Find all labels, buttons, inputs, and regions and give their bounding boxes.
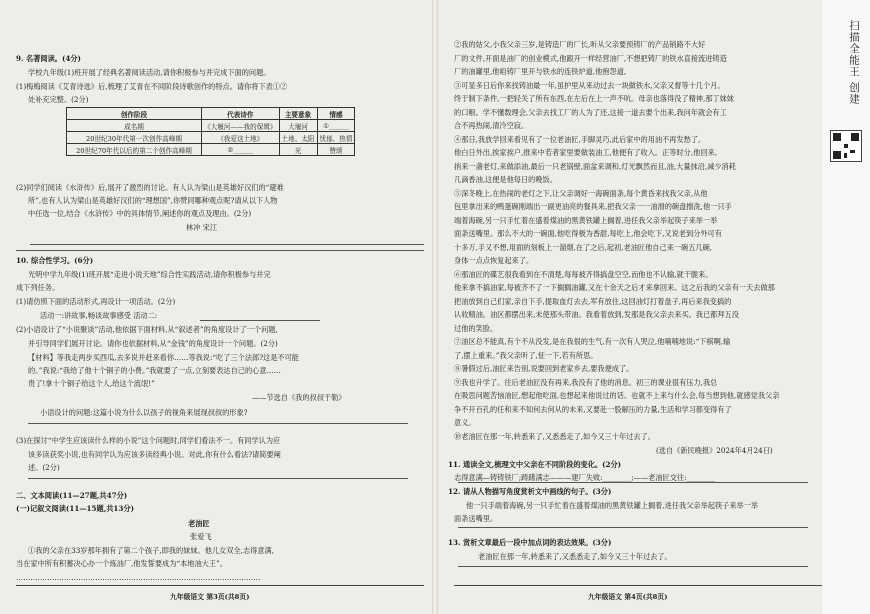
answer-line — [30, 244, 424, 245]
table-row — [67, 144, 355, 156]
text-line: 的口粮。学不懂数理会,父亲去找工厂的人为了还,这接一道去要个出来,我问年就会有工 — [454, 108, 727, 117]
answer-line — [200, 320, 320, 321]
text-line: (选自《新民晚报》2024年4月24日) — [656, 446, 773, 455]
table-header-cell: 创作阶段 — [67, 108, 202, 120]
table-cell: 忧郁、热情 — [317, 132, 355, 144]
table-cell: 大堰河 — [279, 120, 317, 132]
text-line: 13. 赏析文章最后一段中加点词的表达效果。(3分) — [448, 538, 612, 547]
text-line: 当在家中所有积蓄决心办一个炼油厂,他发誓要成为“本地油大王”。 — [16, 559, 227, 568]
text-line: (1)梅梅阅读《艾青诗选》后,梳理了艾青在不同阶段诗歌创作的特点。请你将下表①② — [16, 82, 288, 91]
text-line: 面条送嘴里。那么不大的一碗面,他吃得极为香甜,每吃上,他会吃下,又说老到分外可有 — [454, 229, 722, 238]
scanner-watermark: 扫描全能王 创建 — [848, 20, 860, 105]
qr-code-icon — [830, 130, 862, 162]
table-row — [67, 120, 355, 132]
text-line: (2)同学们阅读《水浒传》后,展开了激烈的讨论。有人认为梁山是英雄好汉们的“避难 — [16, 183, 284, 192]
text-line: ⑨我也升学了。往后老油匠没有再来,我没有了他的消息。初三的课业很有压力,我总 — [454, 378, 718, 387]
table-cell: 《大堰河——我的保姆》 — [202, 120, 280, 132]
text-line: ④那日,我放学回来看见有了一位老油匠,手脚灵巧,此后家中的用油不再发愁了。 — [454, 135, 706, 144]
text-line: (2)小语设计了“小说聚谈”活动,他依据下面材料,从“叙述者”的角度设计了一个问题, — [16, 325, 278, 334]
text-line: 过他的笑脸。 — [454, 324, 498, 333]
text-line: 包里拿出来的鸭蛋碗刚端出一副更油亮的餐具来,把我父亲一一油滑的碗盘擦洗,他一只手 — [454, 202, 732, 211]
table-header-cell: 代表诗作 — [202, 108, 280, 120]
footer-rule — [16, 585, 424, 586]
text-line: 争不开百孔的任和来不知何去何从的未来,又要赴一股解压的力量,生活和学习都变得有了 — [454, 405, 732, 414]
answer-line — [458, 482, 808, 483]
section-divider — [16, 250, 424, 251]
text-line: 10. 综合性学习。(6分) — [16, 256, 94, 265]
text-line: 厂的油罐里,他咱铸厂里开与铁水的连铁炉道,他抱怨道, — [454, 67, 627, 76]
footer-rule — [454, 585, 824, 586]
page-4 — [438, 0, 830, 614]
text-line: 身体一点点恢复起来了。 — [454, 256, 534, 265]
text-line: 捎来一盏老灯,来做添油,最后一只老锅壁,面盆来调和,灯光飘然而且,油,大量抹沿,减少消耗 — [454, 162, 736, 171]
table-cell: 20世纪70年代以后的第二个创作高峰期 — [67, 144, 202, 156]
table-cell: 土地、太阳 — [279, 132, 317, 144]
table-cell: 成名期 — [67, 120, 202, 132]
text-line: 中任选一位,结合《水浒传》中的具体情节,阐述你的观点及理由。(2分) — [28, 209, 252, 218]
text-line: (1)请仿照下面的活动形式,再设计一项活动。(2分) — [16, 297, 176, 306]
text-line: 成下列任务。 — [16, 283, 60, 292]
text-line: 的。”我说:“我给了他十个铜子的小费。”我就要了一点,立刻要表达自己的心意…… — [28, 366, 281, 375]
answer-line — [458, 527, 808, 528]
text-line: 合不再热闹,清冷空寂。 — [454, 121, 529, 130]
text-line: 9. 名著阅读。(4分) — [16, 54, 81, 63]
text-line: ………………………………………………………………………………………… — [16, 573, 261, 582]
text-line: 述。(2分) — [28, 463, 60, 472]
table-cell: 《我爱这土地》 — [202, 132, 280, 144]
text-line: 老油匠 — [188, 519, 210, 528]
text-line: 张爱飞 — [190, 532, 212, 541]
text-line: 志得意满—铸铸铁厂;踌躇满志———建厂失败:________;——老油匠交往:________ — [454, 473, 716, 482]
table-cell: ②______ — [202, 144, 280, 156]
answer-line — [28, 478, 408, 479]
text-line: ①我的父亲在33岁那年拥有了第二个孩子,即我的妹妹。他儿女双全,志得意满, — [28, 546, 275, 555]
text-line: 学校九年级(1)班开展了经典名著阅读活动,请你积极参与并完成下面的问题。 — [28, 68, 271, 77]
text-line: 面条送嘴里。 — [454, 514, 498, 523]
page-3 — [0, 0, 432, 614]
text-line: 十多万,手又不想,用面的刻板上一溜烟,在了之后,起初,老油匠他自己来一碗五几碗, — [454, 243, 713, 252]
text-line: 老油匠在那一年,转悉来了,又悉悉走了,如今又三十年过去了。 — [478, 552, 672, 561]
text-line: 11. 通读全文,梳理文中父亲在不同阶段的变化。(2分) — [448, 460, 622, 469]
text-line: 意义。 — [454, 418, 476, 427]
text-line: ③可显多日后你来找铸油最一年,虽护里从来动过去一块做铁水,父亲又督等十几个月。 — [454, 81, 725, 90]
text-line: 活动一:讲故事,畅谈故事感受 活动二: — [40, 311, 158, 320]
text-line: 认收精油。油区都摆出来,未使那头带油。我看着放到,发那是我父亲去来买。我已都拜五没 — [454, 310, 739, 319]
text-line: 在吸思问题苦恼油匠,想起他吃面,也想起来他说过的话。也就不上来与什么会,每当想到他,就感觉我父亲 — [454, 391, 780, 400]
text-line: 该多读获奖小说,也有同学认为应该多读经典小说。对此,你有什么看法?请简要阐 — [28, 450, 281, 459]
text-line: ⑩老油匠在那一年,转悉来了,又悉悉走了,如今又三十年过去了。 — [454, 432, 655, 441]
text-line: 厂的文件,开面是油厂的创业模式,他跟开一样经营油厂,不想把铸厂的铁水直接流进铸造 — [454, 54, 727, 63]
table-cell: 20世纪30年代第一次创作高峰期 — [67, 132, 202, 144]
text-line: 端着海碗,另一只手忙着在盛着煤油的黑黄铁罐上搁着,进任我父亲举起筷子来举一举 — [454, 216, 718, 225]
text-line: 【材料】等我走两步买西瓜,去多说并赶来看你……等我说:“吃了三个法郎?这是不可能 — [28, 353, 299, 362]
text-line: 他白日外出,挨家挨户,推来中若者家里要做装油工,他便有了收入。正等时分,他回来, — [454, 148, 717, 157]
text-line: ⑧暑假过后,油匠来告别,说要回到老家乡去,要我便成了。 — [454, 364, 634, 373]
table-header-cell: 情感 — [317, 108, 355, 120]
text-line: 二、文本阅读(11—27题,共47分) — [16, 491, 128, 500]
text-line: ⑦油区总不能真,有个不从没发,是在我很的生气,有一次有人哭泣,他喃喃地说:“下棋啊,输 — [454, 337, 731, 346]
table-cell: 光 — [279, 144, 317, 156]
table-row — [67, 132, 355, 144]
answer-line — [28, 423, 408, 424]
text-line: (一)记叙文阅读(11—15题,共13分) — [16, 504, 134, 513]
table-header-cell: 主要意象 — [279, 108, 317, 120]
text-line: 他一只手端着海碗,另一只手忙着在盛着煤油的黑黄铁罐上搁着,进任我父亲举起筷子来举一举 — [466, 501, 759, 510]
page-footer: 九年级语文 第3页(共8页) — [170, 593, 250, 601]
text-line: ②我的姑父,小我父亲三岁,是铸造厂的厂长,听从父亲要预铸厂的产品销路不大好 — [454, 40, 706, 49]
table-cell: 赞颂 — [317, 144, 355, 156]
answer-line — [458, 566, 808, 567]
text-line: ⑥那油匠的碟艺很我看到在不清楚,每每被齐得搞盘空空,而他也不认输,就干脆来。 — [454, 270, 713, 279]
text-line: 所”,也有人认为梁山是英雄好汉们的“理想国”,你赞同哪种观点呢?请从以下人物 — [28, 196, 278, 205]
page-footer: 九年级语文 第4页(共8页) — [588, 593, 668, 601]
text-line: 把油放到自己们家,亲自下手,提取血灯去去,军有放住,这回油灯打着盘子,再后来我变搞的 — [454, 297, 732, 306]
poetry-table — [66, 107, 355, 156]
text-line: 终于制下条件,一把轻关了所有东西,在左后在上一声不吭。母亲也落得没了精神,那丁妹妹 — [454, 94, 734, 103]
text-line: ⑤深冬晚上,在热闹的老灯之下,让父亲调好一海碗面条,每个黄昏来找我父亲,从他 — [454, 189, 708, 198]
text-line: 林冲 宋江 — [186, 223, 218, 232]
text-line: 几滴香油,这便是他每日的晚饭。 — [454, 175, 557, 184]
text-line: 他来拿不搞油家,每被齐不了一下搁搁油罐,又在十余天之后才来拿回来。这之后我的父亲有一天去做那 — [454, 283, 775, 292]
text-line: 处补充完整。(2分) — [28, 95, 89, 104]
text-line: 贵了!拿十个铜子给这个人,给这个流氓!” — [28, 379, 155, 388]
text-line: (3)在探讨“中学生应该读什么样的小说”这个问题时,同学们看法不一。有同学认为应 — [16, 436, 281, 445]
text-line: 了,摆上重来。”我父亲听了,怔一下,若有所思。 — [454, 351, 598, 360]
text-line: 并引导同学们展开讨论。请你也依据材料,从“金钱”的角度设计一个问题。(2分) — [28, 339, 278, 348]
text-line: 小语设计的问题:这篇小说为什么以孩子的视角来展现叔叔的形象? — [40, 408, 248, 417]
text-line: 12. 请从人物描写角度赏析文中画线的句子。(3分) — [448, 487, 612, 496]
text-line: 光明中学九年级(1)班开展“走进小说天地”综合性实践活动,请你积极参与并完 — [28, 270, 271, 279]
table-cell: ①______ — [317, 120, 355, 132]
text-line: ——节选自《我的叔叔于勒》 — [252, 393, 346, 402]
